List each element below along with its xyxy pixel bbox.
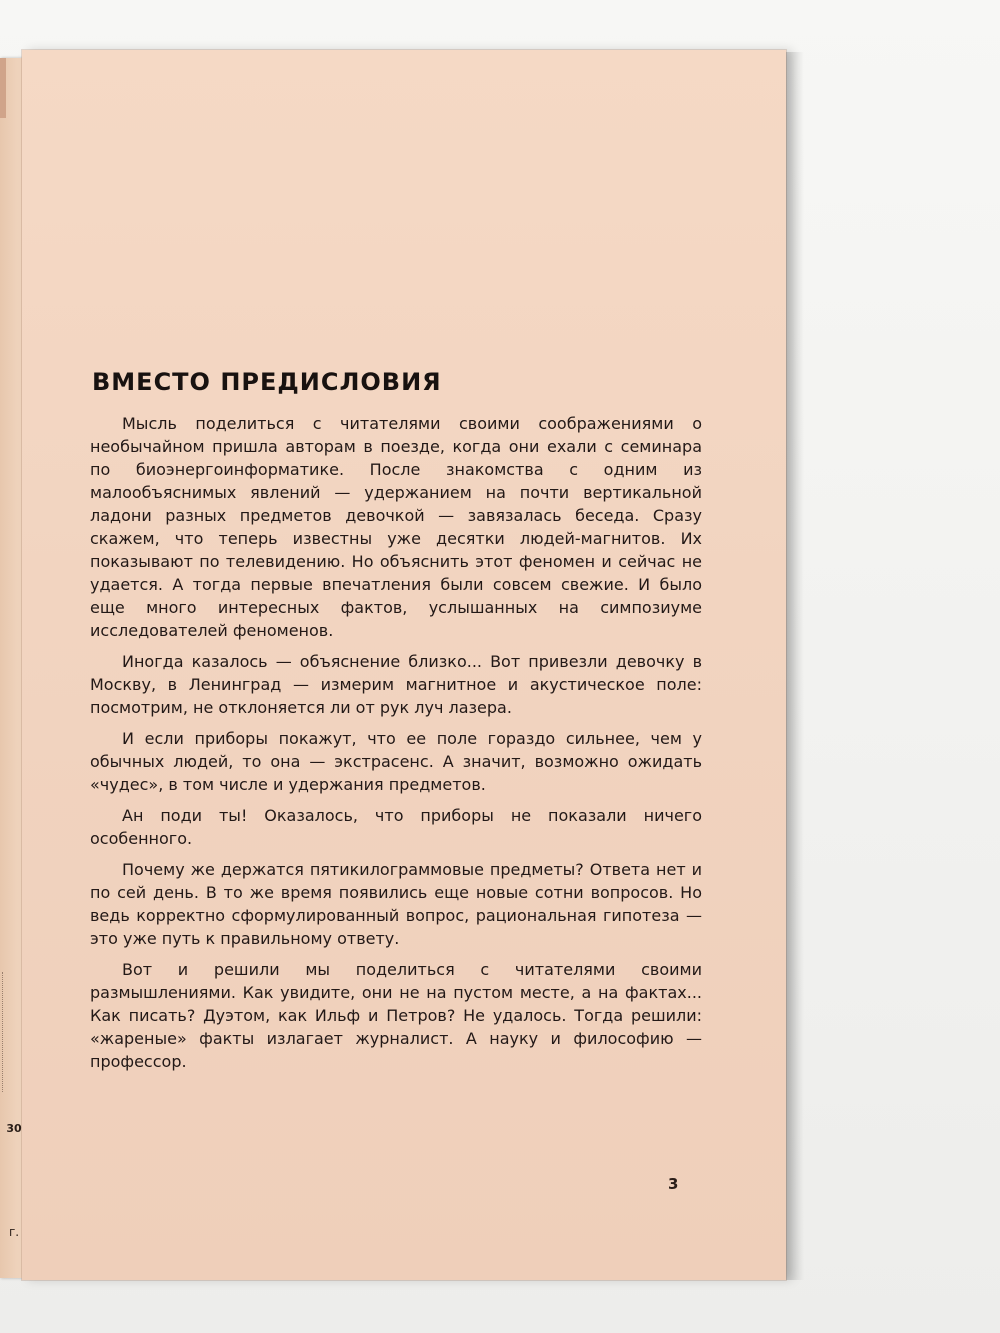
left-page-shadow (0, 58, 6, 118)
paragraph-1: Мысль поделиться с читателями своими соображениями о необычайном пришла авторам в поезде, когда они ехали с семинара по биоэнергоинформатике. После знакомства с одним из малообъяснимых явлений — удержанием на почти вертикальной ладони разных предметов девочкой — завязалась беседа. Сразу скажем, что теперь известны уже десятки людей-магнитов. Их показывают по телевидению. Но объяснить этот феномен и сейчас не удается. А тогда первые впечатления были совсем свежие. И было еще много интересных фактов, услышанных на симпозиуме исследователей феноменов. (90, 414, 702, 640)
page-shadow (786, 52, 804, 1280)
left-page-text-fragments (2, 972, 11, 1092)
body-copy (90, 412, 702, 1081)
paragraph-6: Вот и решили мы поделиться с читателями своими размышлениями. Как увидите, они не на пустом месте, а на фактах... Как писать? Дуэтом, как Ильф и Петров? Не удалось. Тогда решили: «жареные» факты излагает журналист. А науку и философию — профессор. (90, 960, 702, 1071)
paragraph-5: Почему же держатся пятикилограммовые предметы? Ответа нет и по сей день. В то же время появились еще новые сотни вопросов. Но ведь корректно сформулированный вопрос, рациональная гипотеза — это уже путь к правильному ответу. (90, 860, 702, 948)
book-page (22, 50, 786, 1280)
page-number: 3 (668, 1175, 679, 1193)
paragraph-4: Ан поди ты! Оказалось, что приборы не показали ничего особенного. (90, 806, 702, 848)
page-title: ВМЕСТО ПРЕДИСЛОВИЯ (92, 368, 442, 396)
left-page-fragment-top: 30 (6, 1122, 22, 1135)
paragraph-3: И если приборы покажут, что ее поле гораздо сильнее, чем у обычных людей, то она — экстрасенс. А значит, возможно ожидать «чудес», в том числе и удержания предметов. (90, 729, 702, 794)
left-page-fragment-bottom: г. (8, 1225, 20, 1239)
paragraph-2: Иногда казалось — объяснение близко... Вот привезли девочку в Москву, в Ленинград — измерим магнитное и акустическое поле: посмотрим, не отклоняется ли от рук луч лазера. (90, 652, 702, 717)
